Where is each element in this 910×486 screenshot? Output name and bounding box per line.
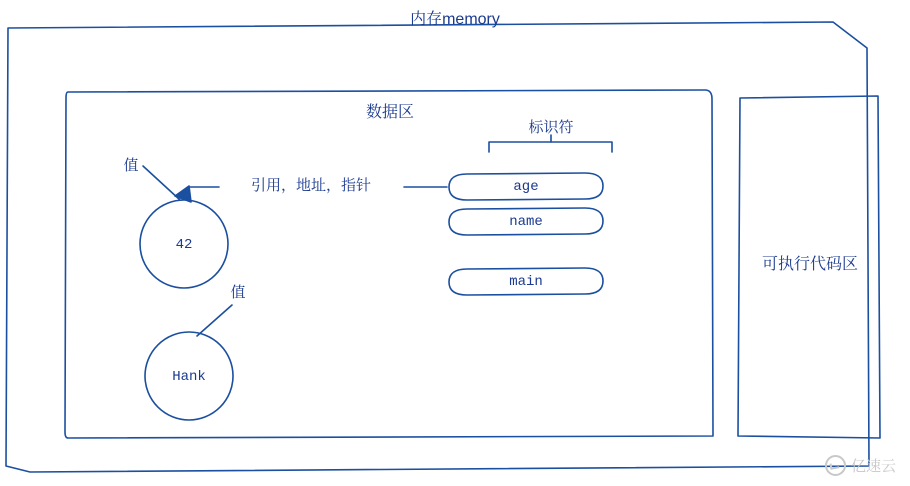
watermark-logo-icon <box>825 455 846 476</box>
identifier-text-age[interactable]: age <box>513 179 539 195</box>
memory-title: 内存memory <box>410 11 500 28</box>
identifier-bracket <box>489 142 612 152</box>
identifier-text-name[interactable]: name <box>509 214 543 230</box>
value-text-42: 42 <box>175 237 193 253</box>
reference-label: 引用，地址，指针 <box>250 177 372 194</box>
code-area-label: 可执行代码区 <box>761 256 859 273</box>
value-leader-42 <box>143 166 180 200</box>
reference-arrowhead <box>175 186 191 202</box>
watermark-text: 亿速云 <box>850 458 896 475</box>
data-area-label: 数据区 <box>365 104 415 121</box>
identifier-text-main[interactable]: main <box>509 274 543 290</box>
data-area-box <box>65 90 713 438</box>
value-leader-hank <box>197 305 232 336</box>
identifier-label: 标识符 <box>528 119 574 136</box>
value-text-hank: Hank <box>172 369 206 385</box>
value-label-42: 值 <box>123 157 139 174</box>
watermark <box>825 455 896 476</box>
value-label-hank: 值 <box>230 284 246 301</box>
